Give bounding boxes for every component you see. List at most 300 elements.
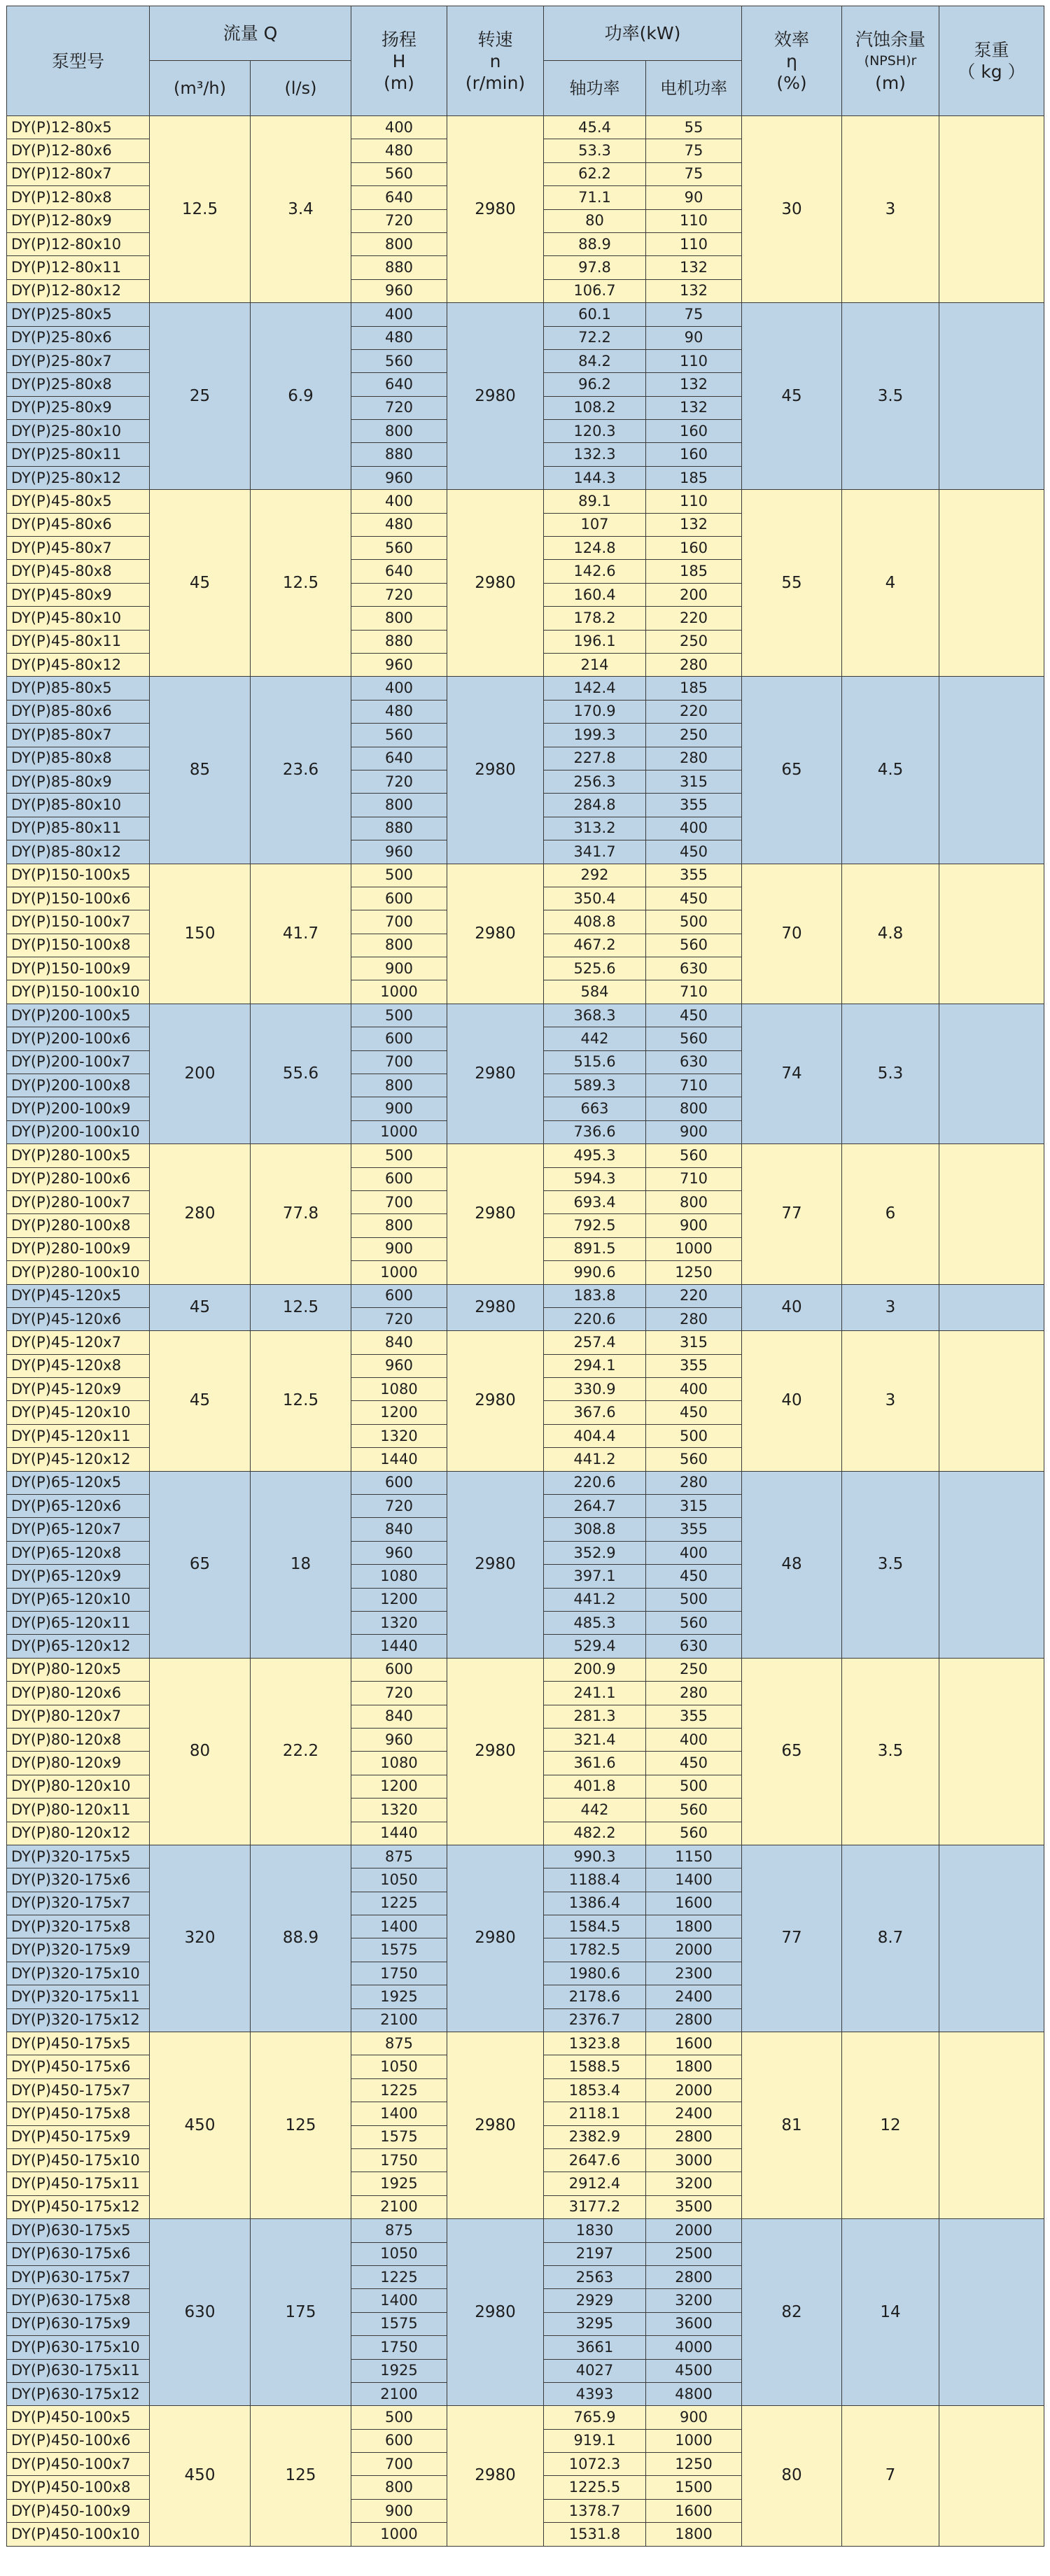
motor-power-cell: 400 — [646, 1378, 742, 1401]
weight-cell — [939, 1845, 1044, 2032]
motor-power-cell: 280 — [646, 653, 742, 676]
table-row — [7, 2032, 1044, 2055]
pump-model-cell: DY(P)25-80x5 — [7, 303, 150, 326]
npsh-cell: 3 — [842, 1331, 939, 1471]
npsh-cell: 5.3 — [842, 1004, 939, 1143]
shaft-power-cell: 2118.1 — [544, 2102, 646, 2125]
shaft-power-cell: 107 — [544, 513, 646, 536]
npsh-cell: 4 — [842, 490, 939, 677]
motor-power-cell: 250 — [646, 630, 742, 653]
speed-cell: 2980 — [447, 116, 544, 303]
head-cell: 800 — [351, 2476, 447, 2499]
weight-cell — [939, 1004, 1044, 1143]
pump-model-cell: DY(P)80-120x12 — [7, 1822, 150, 1845]
motor-power-cell: 450 — [646, 840, 742, 864]
motor-power-cell: 1800 — [646, 2523, 742, 2546]
shaft-power-cell: 401.8 — [544, 1775, 646, 1798]
npsh-cell: 3.5 — [842, 1471, 939, 1658]
head-cell: 840 — [351, 1518, 447, 1541]
motor-power-cell: 450 — [646, 887, 742, 910]
pump-model-cell: DY(P)450-100x10 — [7, 2523, 150, 2546]
shaft-power-cell: 214 — [544, 653, 646, 676]
table-row — [7, 1004, 1044, 1027]
shaft-power-cell: 124.8 — [544, 537, 646, 560]
head-cell: 800 — [351, 1214, 447, 1237]
motor-power-cell: 315 — [646, 1331, 742, 1354]
motor-power-cell: 560 — [646, 1027, 742, 1050]
motor-power-cell: 110 — [646, 209, 742, 232]
motor-power-cell: 355 — [646, 1354, 742, 1377]
motor-power-cell: 400 — [646, 817, 742, 840]
efficiency-cell: 77 — [742, 1845, 842, 2032]
pump-model-cell: DY(P)630-175x6 — [7, 2242, 150, 2265]
pump-model-cell: DY(P)280-100x7 — [7, 1190, 150, 1213]
motor-power-cell: 280 — [646, 1471, 742, 1494]
pump-model-cell: DY(P)150-100x10 — [7, 980, 150, 1004]
motor-power-cell: 4500 — [646, 2359, 742, 2382]
head-cell: 960 — [351, 466, 447, 489]
shaft-power-cell: 257.4 — [544, 1331, 646, 1354]
flow-ls-cell: 23.6 — [251, 677, 351, 864]
table-row — [7, 677, 1044, 700]
motor-power-cell: 2400 — [646, 1985, 742, 2008]
table-row — [7, 2219, 1044, 2242]
shaft-power-cell: 227.8 — [544, 747, 646, 770]
head-cell: 1750 — [351, 2148, 447, 2172]
head-cell: 900 — [351, 957, 447, 980]
shaft-power-cell: 2197 — [544, 2242, 646, 2265]
shaft-power-cell: 584 — [544, 980, 646, 1004]
efficiency-cell: 70 — [742, 864, 842, 1004]
shaft-power-cell: 529.4 — [544, 1635, 646, 1658]
weight-cell — [939, 1331, 1044, 1471]
weight-cell — [939, 2406, 1044, 2546]
head-cell: 2100 — [351, 2195, 447, 2218]
shaft-power-cell: 482.2 — [544, 1822, 646, 1845]
shaft-power-cell: 84.2 — [544, 349, 646, 372]
weight-cell — [939, 1658, 1044, 1845]
pump-model-cell: DY(P)12-80x7 — [7, 162, 150, 185]
pump-model-cell: DY(P)450-175x11 — [7, 2172, 150, 2195]
table-row — [7, 1845, 1044, 1868]
efficiency-cell: 77 — [742, 1144, 842, 1284]
npsh-cell: 14 — [842, 2219, 939, 2406]
motor-power-cell: 160 — [646, 537, 742, 560]
flow-m3h-cell: 80 — [150, 1658, 251, 1845]
pump-model-cell: DY(P)80-120x8 — [7, 1728, 150, 1751]
head-cell: 560 — [351, 349, 447, 372]
head-cell: 720 — [351, 583, 447, 606]
head-cell: 875 — [351, 2219, 447, 2242]
motor-power-cell: 500 — [646, 1775, 742, 1798]
head-cell: 480 — [351, 139, 447, 162]
head-cell: 960 — [351, 840, 447, 864]
weight-cell — [939, 2032, 1044, 2219]
pump-model-cell: DY(P)25-80x9 — [7, 396, 150, 419]
shaft-power-cell: 308.8 — [544, 1518, 646, 1541]
pump-model-cell: DY(P)80-120x5 — [7, 1658, 150, 1681]
flow-m3h-cell: 320 — [150, 1845, 251, 2032]
head-cell: 875 — [351, 2032, 447, 2055]
header-power: 功率(kW) — [544, 6, 742, 61]
speed-cell: 2980 — [447, 1845, 544, 2032]
shaft-power-cell: 199.3 — [544, 724, 646, 747]
pump-model-cell: DY(P)45-120x8 — [7, 1354, 150, 1377]
flow-ls-cell: 3.4 — [251, 116, 351, 303]
shaft-power-cell: 1378.7 — [544, 2499, 646, 2522]
flow-ls-cell: 6.9 — [251, 303, 351, 490]
shaft-power-cell: 1188.4 — [544, 1868, 646, 1892]
head-cell: 720 — [351, 1682, 447, 1705]
flow-m3h-cell: 45 — [150, 1331, 251, 1471]
efficiency-cell: 45 — [742, 303, 842, 490]
head-cell: 400 — [351, 677, 447, 700]
pump-model-cell: DY(P)450-100x9 — [7, 2499, 150, 2522]
head-cell: 600 — [351, 2429, 447, 2452]
table-row — [7, 864, 1044, 887]
header-npsh-sub: (NPSH)r — [864, 52, 917, 69]
motor-power-cell: 132 — [646, 513, 742, 536]
table-row — [7, 1658, 1044, 1681]
head-cell: 1440 — [351, 1448, 447, 1471]
shaft-power-cell: 404.4 — [544, 1424, 646, 1447]
shaft-power-cell: 89.1 — [544, 490, 646, 513]
pump-model-cell: DY(P)12-80x8 — [7, 186, 150, 209]
motor-power-cell: 250 — [646, 724, 742, 747]
pump-model-cell: DY(P)630-175x5 — [7, 2219, 150, 2242]
head-cell: 1750 — [351, 1962, 447, 1985]
motor-power-cell: 110 — [646, 490, 742, 513]
shaft-power-cell: 4393 — [544, 2382, 646, 2405]
head-cell: 640 — [351, 747, 447, 770]
shaft-power-cell: 3661 — [544, 2336, 646, 2359]
head-cell: 480 — [351, 700, 447, 723]
head-cell: 1320 — [351, 1612, 447, 1635]
table-row — [7, 116, 1044, 139]
pump-model-cell: DY(P)280-100x6 — [7, 1167, 150, 1190]
weight-cell — [939, 2219, 1044, 2406]
flow-m3h-cell: 150 — [150, 864, 251, 1004]
head-cell: 600 — [351, 1658, 447, 1681]
head-cell: 700 — [351, 1050, 447, 1074]
head-cell: 1000 — [351, 980, 447, 1004]
motor-power-cell: 800 — [646, 1190, 742, 1213]
pump-model-cell: DY(P)45-80x7 — [7, 537, 150, 560]
shaft-power-cell: 2178.6 — [544, 1985, 646, 2008]
motor-power-cell: 1250 — [646, 1261, 742, 1284]
head-cell: 600 — [351, 1471, 447, 1494]
table-body — [7, 116, 1044, 2547]
pump-model-cell: DY(P)630-175x9 — [7, 2312, 150, 2335]
motor-power-cell: 1000 — [646, 1237, 742, 1260]
pump-model-cell: DY(P)45-120x5 — [7, 1284, 150, 1307]
pump-model-cell: DY(P)65-120x9 — [7, 1565, 150, 1588]
motor-power-cell: 3000 — [646, 2148, 742, 2172]
head-cell: 1000 — [351, 1261, 447, 1284]
pump-model-cell: DY(P)45-80x11 — [7, 630, 150, 653]
shaft-power-cell: 62.2 — [544, 162, 646, 185]
shaft-power-cell: 693.4 — [544, 1190, 646, 1213]
head-cell: 600 — [351, 1167, 447, 1190]
pump-model-cell: DY(P)320-175x7 — [7, 1892, 150, 1915]
pump-model-cell: DY(P)630-175x7 — [7, 2265, 150, 2288]
pump-model-cell: DY(P)45-80x12 — [7, 653, 150, 676]
shaft-power-cell: 361.6 — [544, 1752, 646, 1775]
motor-power-cell: 1400 — [646, 1868, 742, 1892]
motor-power-cell: 450 — [646, 1401, 742, 1424]
flow-ls-cell: 175 — [251, 2219, 351, 2406]
header-model: 泵型号 — [7, 6, 150, 116]
shaft-power-cell: 132.3 — [544, 443, 646, 466]
motor-power-cell: 710 — [646, 980, 742, 1004]
head-cell: 1225 — [351, 1892, 447, 1915]
npsh-cell: 3 — [842, 116, 939, 303]
head-cell: 600 — [351, 1284, 447, 1307]
head-cell: 640 — [351, 186, 447, 209]
flow-ls-cell: 77.8 — [251, 1144, 351, 1284]
efficiency-cell: 74 — [742, 1004, 842, 1143]
pump-model-cell: DY(P)12-80x5 — [7, 116, 150, 139]
shaft-power-cell: 53.3 — [544, 139, 646, 162]
header-flow: 流量 Q — [150, 6, 351, 61]
head-cell: 1320 — [351, 1424, 447, 1447]
motor-power-cell: 630 — [646, 1050, 742, 1074]
pump-model-cell: DY(P)320-175x12 — [7, 2008, 150, 2032]
head-cell: 480 — [351, 513, 447, 536]
motor-power-cell: 1600 — [646, 1892, 742, 1915]
head-cell: 960 — [351, 653, 447, 676]
head-cell: 1750 — [351, 2336, 447, 2359]
shaft-power-cell: 284.8 — [544, 794, 646, 817]
motor-power-cell: 450 — [646, 1004, 742, 1027]
shaft-power-cell: 442 — [544, 1027, 646, 1050]
head-cell: 2100 — [351, 2382, 447, 2405]
motor-power-cell: 4000 — [646, 2336, 742, 2359]
head-cell: 640 — [351, 373, 447, 396]
header-efficiency: 效率 η (%) — [742, 6, 842, 116]
motor-power-cell: 450 — [646, 1752, 742, 1775]
pump-model-cell: DY(P)320-175x9 — [7, 1938, 150, 1962]
pump-model-cell: DY(P)450-175x7 — [7, 2078, 150, 2102]
head-cell: 900 — [351, 2499, 447, 2522]
efficiency-cell: 55 — [742, 490, 842, 677]
shaft-power-cell: 196.1 — [544, 630, 646, 653]
pump-model-cell: DY(P)630-175x8 — [7, 2289, 150, 2312]
weight-cell — [939, 864, 1044, 1004]
shaft-power-cell: 160.4 — [544, 583, 646, 606]
pump-model-cell: DY(P)280-100x8 — [7, 1214, 150, 1237]
npsh-cell: 4.8 — [842, 864, 939, 1004]
efficiency-cell: 81 — [742, 2032, 842, 2219]
speed-cell: 2980 — [447, 1004, 544, 1143]
weight-cell — [939, 490, 1044, 677]
pump-model-cell: DY(P)320-175x10 — [7, 1962, 150, 1985]
head-cell: 800 — [351, 607, 447, 630]
shaft-power-cell: 96.2 — [544, 373, 646, 396]
shaft-power-cell: 341.7 — [544, 840, 646, 864]
header-npsh — [842, 6, 939, 116]
pump-model-cell: DY(P)85-80x6 — [7, 700, 150, 723]
shaft-power-cell: 441.2 — [544, 1448, 646, 1471]
motor-power-cell: 75 — [646, 139, 742, 162]
motor-power-cell: 1250 — [646, 2453, 742, 2476]
pump-model-cell: DY(P)80-120x6 — [7, 1682, 150, 1705]
efficiency-cell: 30 — [742, 116, 842, 303]
flow-ls-cell: 55.6 — [251, 1004, 351, 1143]
motor-power-cell: 500 — [646, 1424, 742, 1447]
pump-model-cell: DY(P)25-80x12 — [7, 466, 150, 489]
table-row — [7, 303, 1044, 326]
shaft-power-cell: 142.6 — [544, 560, 646, 583]
head-cell: 1925 — [351, 1985, 447, 2008]
flow-m3h-cell: 85 — [150, 677, 251, 864]
motor-power-cell: 3200 — [646, 2172, 742, 2195]
flow-m3h-cell: 12.5 — [150, 116, 251, 303]
flow-m3h-cell: 630 — [150, 2219, 251, 2406]
flow-ls-cell: 12.5 — [251, 1284, 351, 1331]
shaft-power-cell: 1225.5 — [544, 2476, 646, 2499]
npsh-cell: 4.5 — [842, 677, 939, 864]
efficiency-cell: 40 — [742, 1331, 842, 1471]
pump-model-cell: DY(P)80-120x7 — [7, 1705, 150, 1728]
pump-model-cell: DY(P)45-120x12 — [7, 1448, 150, 1471]
shaft-power-cell: 256.3 — [544, 770, 646, 793]
pump-model-cell: DY(P)320-175x8 — [7, 1915, 150, 1938]
pump-model-cell: DY(P)85-80x8 — [7, 747, 150, 770]
shaft-power-cell: 1588.5 — [544, 2055, 646, 2078]
head-cell: 2100 — [351, 2008, 447, 2032]
motor-power-cell: 280 — [646, 1307, 742, 1330]
motor-power-cell: 4800 — [646, 2382, 742, 2405]
head-cell: 1200 — [351, 1775, 447, 1798]
shaft-power-cell: 442 — [544, 1799, 646, 1822]
shaft-power-cell: 495.3 — [544, 1144, 646, 1167]
head-cell: 720 — [351, 396, 447, 419]
head-cell: 960 — [351, 1728, 447, 1751]
pump-model-cell: DY(P)450-100x6 — [7, 2429, 150, 2452]
shaft-power-cell: 313.2 — [544, 817, 646, 840]
pump-model-cell: DY(P)85-80x7 — [7, 724, 150, 747]
motor-power-cell: 185 — [646, 560, 742, 583]
shaft-power-cell: 594.3 — [544, 1167, 646, 1190]
motor-power-cell: 400 — [646, 1541, 742, 1564]
motor-power-cell: 2000 — [646, 2078, 742, 2102]
pump-model-cell: DY(P)150-100x9 — [7, 957, 150, 980]
motor-power-cell: 2300 — [646, 1962, 742, 1985]
pump-model-cell: DY(P)45-80x9 — [7, 583, 150, 606]
shaft-power-cell: 525.6 — [544, 957, 646, 980]
head-cell: 600 — [351, 887, 447, 910]
weight-cell — [939, 1144, 1044, 1284]
flow-m3h-cell: 280 — [150, 1144, 251, 1284]
motor-power-cell: 1800 — [646, 1915, 742, 1938]
pump-model-cell: DY(P)25-80x10 — [7, 420, 150, 443]
pump-model-cell: DY(P)200-100x10 — [7, 1120, 150, 1143]
motor-power-cell: 2000 — [646, 1938, 742, 1962]
npsh-cell: 3.5 — [842, 1658, 939, 1845]
pump-model-cell: DY(P)45-80x6 — [7, 513, 150, 536]
pump-spec-table — [6, 6, 1044, 2547]
shaft-power-cell: 88.9 — [544, 232, 646, 255]
pump-model-cell: DY(P)12-80x11 — [7, 256, 150, 279]
motor-power-cell: 315 — [646, 1495, 742, 1518]
npsh-cell: 3.5 — [842, 303, 939, 490]
motor-power-cell: 1500 — [646, 2476, 742, 2499]
table-row — [7, 1284, 1044, 1307]
pump-model-cell: DY(P)150-100x5 — [7, 864, 150, 887]
head-cell: 700 — [351, 910, 447, 934]
speed-cell: 2980 — [447, 490, 544, 677]
npsh-cell: 6 — [842, 1144, 939, 1284]
pump-model-cell: DY(P)320-175x5 — [7, 1845, 150, 1868]
head-cell: 720 — [351, 209, 447, 232]
shaft-power-cell: 467.2 — [544, 934, 646, 957]
head-cell: 560 — [351, 537, 447, 560]
table-row — [7, 490, 1044, 513]
pump-model-cell: DY(P)80-120x10 — [7, 1775, 150, 1798]
shaft-power-cell: 2929 — [544, 2289, 646, 2312]
pump-model-cell: DY(P)65-120x11 — [7, 1612, 150, 1635]
npsh-cell: 7 — [842, 2406, 939, 2546]
head-cell: 400 — [351, 303, 447, 326]
shaft-power-cell: 1980.6 — [544, 1962, 646, 1985]
table-row — [7, 1331, 1044, 1354]
head-cell: 880 — [351, 443, 447, 466]
pump-model-cell: DY(P)25-80x7 — [7, 349, 150, 372]
shaft-power-cell: 368.3 — [544, 1004, 646, 1027]
head-cell: 700 — [351, 2453, 447, 2476]
pump-model-cell: DY(P)12-80x9 — [7, 209, 150, 232]
head-cell: 800 — [351, 232, 447, 255]
pump-model-cell: DY(P)280-100x9 — [7, 1237, 150, 1260]
head-cell: 400 — [351, 116, 447, 139]
shaft-power-cell: 108.2 — [544, 396, 646, 419]
motor-power-cell: 400 — [646, 1728, 742, 1751]
shaft-power-cell: 515.6 — [544, 1050, 646, 1074]
pump-model-cell: DY(P)45-80x5 — [7, 490, 150, 513]
shaft-power-cell: 2382.9 — [544, 2125, 646, 2148]
motor-power-cell: 355 — [646, 864, 742, 887]
pump-model-cell: DY(P)450-175x10 — [7, 2148, 150, 2172]
flow-m3h-cell: 450 — [150, 2406, 251, 2546]
motor-power-cell: 280 — [646, 747, 742, 770]
flow-ls-cell: 125 — [251, 2406, 351, 2546]
speed-cell: 2980 — [447, 2219, 544, 2406]
head-cell: 500 — [351, 1004, 447, 1027]
shaft-power-cell: 589.3 — [544, 1074, 646, 1097]
pump-model-cell: DY(P)450-175x5 — [7, 2032, 150, 2055]
table-header — [7, 6, 1044, 116]
head-cell: 1080 — [351, 1378, 447, 1401]
head-cell: 960 — [351, 1354, 447, 1377]
shaft-power-cell: 220.6 — [544, 1307, 646, 1330]
pump-model-cell: DY(P)85-80x12 — [7, 840, 150, 864]
pump-model-cell: DY(P)12-80x12 — [7, 279, 150, 302]
head-cell: 800 — [351, 1074, 447, 1097]
efficiency-cell: 65 — [742, 677, 842, 864]
motor-power-cell: 2800 — [646, 2265, 742, 2288]
head-cell: 1400 — [351, 2102, 447, 2125]
shaft-power-cell: 1782.5 — [544, 1938, 646, 1962]
head-cell: 800 — [351, 794, 447, 817]
weight-cell — [939, 1471, 1044, 1658]
pump-model-cell: DY(P)450-100x5 — [7, 2406, 150, 2429]
shaft-power-cell: 281.3 — [544, 1705, 646, 1728]
motor-power-cell: 710 — [646, 1167, 742, 1190]
motor-power-cell: 900 — [646, 1214, 742, 1237]
efficiency-cell: 48 — [742, 1471, 842, 1658]
head-cell: 600 — [351, 1027, 447, 1050]
